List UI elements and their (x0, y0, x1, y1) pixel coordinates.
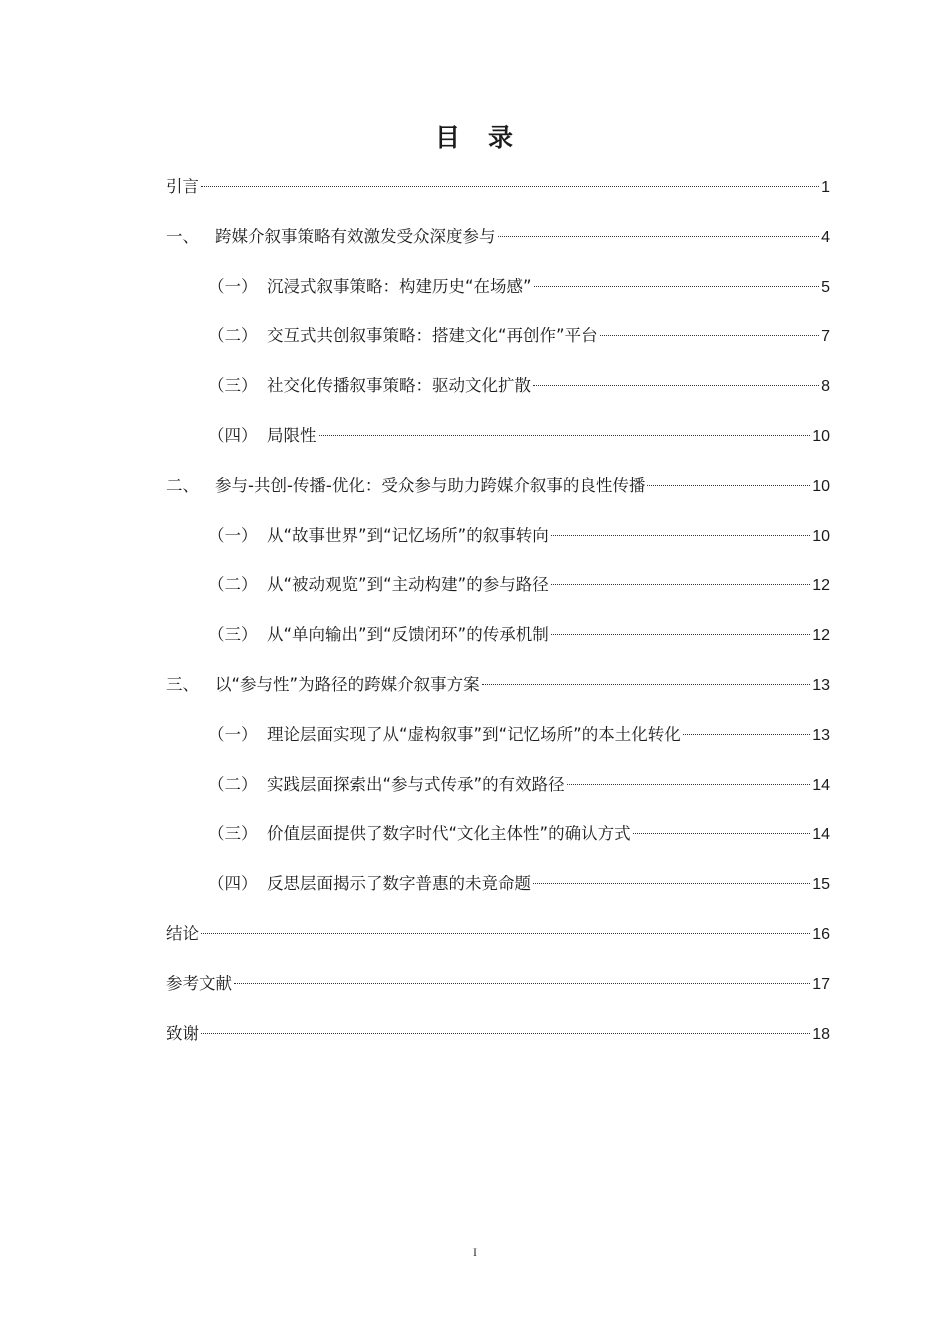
toc-entry-text: 理论层面实现了从“虚构叙事”到“记忆场所”的本土化转化 (267, 724, 681, 744)
toc-dot-leader (551, 535, 811, 536)
toc-entry-text: 引言 (166, 177, 199, 196)
toc-dot-leader (533, 385, 819, 386)
toc-entry[interactable] (166, 970, 830, 1020)
toc-dot-leader (534, 286, 819, 287)
toc-dot-leader (498, 236, 820, 237)
toc-entry-page-number: 10 (812, 527, 830, 545)
toc-entry[interactable] (166, 522, 830, 572)
toc-entry-page-number: 13 (812, 726, 830, 744)
toc-dot-leader (551, 634, 811, 635)
toc-dot-leader (683, 734, 811, 735)
toc-entry-text: 反思层面揭示了数字普惠的未竟命题 (267, 874, 531, 894)
toc-entry-page-number: 10 (812, 477, 830, 495)
toc-entry-number: 一、 (166, 226, 199, 246)
toc-entry-text: 价值层面提供了数字时代“文化主体性”的确认方式 (267, 824, 631, 844)
toc-entry-text: 局限性 (267, 425, 317, 445)
toc-entry-text: 参与-共创-传播-优化：受众参与助力跨媒介叙事的良性传播 (215, 475, 646, 495)
toc-dot-leader (647, 485, 810, 486)
toc-entry[interactable] (166, 820, 830, 870)
toc-dot-leader (600, 335, 819, 336)
toc-entry-text: 沉浸式叙事策略：构建历史“在场感” (267, 276, 532, 296)
toc-entry-text: 跨媒介叙事策略有效激发受众深度参与 (215, 226, 496, 246)
toc-entry[interactable] (166, 571, 830, 621)
toc-dot-leader (201, 933, 810, 934)
toc-entry-page-number: 18 (812, 1025, 830, 1043)
toc-entry-number: （三） (208, 376, 258, 396)
toc-entry-number: （三） (208, 625, 258, 645)
toc-entry[interactable] (166, 671, 830, 721)
toc-entry[interactable] (166, 621, 830, 671)
toc-entry-page-number: 1 (821, 179, 830, 196)
toc-entry-text: 实践层面探索出“参与式传承”的有效路径 (267, 774, 565, 794)
toc-dot-leader (551, 584, 811, 585)
toc-entry-text: 致谢 (166, 1023, 199, 1043)
toc-entry-page-number: 5 (821, 278, 830, 296)
toc-entry-text: 社交化传播叙事策略：驱动文化扩散 (267, 376, 531, 396)
toc-entry-number: （四） (208, 425, 258, 445)
toc-entry[interactable] (166, 1020, 830, 1070)
toc-entry-number: （一） (208, 525, 258, 545)
toc-entry[interactable] (166, 920, 830, 970)
toc-entry-page-number: 13 (812, 676, 830, 694)
toc-entry-text: 交互式共创叙事策略：搭建文化“再创作”平台 (267, 326, 598, 346)
toc-entry-page-number: 16 (812, 925, 830, 943)
toc-entry-page-number: 12 (812, 627, 830, 645)
toc-entry-text: 从“被动观览”到“主动构建”的参与路径 (267, 575, 549, 595)
toc-dot-leader (201, 186, 819, 187)
toc-list (166, 173, 830, 1069)
toc-entry[interactable] (166, 771, 830, 821)
toc-entry-page-number: 7 (821, 328, 830, 346)
toc-entry-number: （一） (208, 724, 258, 744)
toc-entry[interactable] (166, 870, 830, 920)
toc-dot-leader (567, 784, 811, 785)
toc-entry[interactable] (166, 422, 830, 472)
toc-entry-number: （三） (208, 824, 258, 844)
page-number-footer: I (473, 1245, 477, 1259)
toc-entry-text: 参考文献 (166, 973, 232, 993)
toc-entry[interactable] (166, 322, 830, 372)
toc-entry-number: （一） (208, 276, 258, 296)
toc-entry[interactable] (166, 273, 830, 323)
toc-entry-page-number: 10 (812, 427, 830, 445)
toc-entry-page-number: 15 (812, 876, 830, 894)
toc-entry[interactable] (166, 223, 830, 273)
toc-entry[interactable] (166, 372, 830, 422)
toc-dot-leader (533, 883, 810, 884)
toc-entry-text: 以“参与性”为路径的跨媒介叙事方案 (215, 674, 480, 694)
toc-entry-page-number: 17 (812, 975, 830, 993)
toc-entry[interactable] (166, 472, 830, 522)
toc-entry-number: （二） (208, 326, 258, 346)
toc-dot-leader (633, 833, 811, 834)
toc-dot-leader (482, 684, 811, 685)
toc-entry[interactable] (166, 173, 830, 223)
toc-dot-leader (234, 983, 810, 984)
toc-entry-number: （四） (208, 874, 258, 894)
toc-entry-number: 三、 (166, 674, 199, 694)
toc-entry-text: 从“故事世界”到“记忆场所”的叙事转向 (267, 525, 549, 545)
toc-entry-page-number: 4 (821, 228, 830, 246)
toc-entry-number: （二） (208, 774, 258, 794)
toc-entry[interactable] (166, 721, 830, 771)
toc-title-char: 录 (488, 123, 516, 152)
toc-entry-text: 结论 (166, 923, 199, 943)
toc-dot-leader (319, 435, 811, 436)
toc-title (0, 118, 950, 154)
toc-title-char: 目 (434, 123, 462, 152)
toc-entry-text: 从“单向输出”到“反馈闭环”的传承机制 (267, 625, 549, 645)
toc-entry-page-number: 14 (812, 826, 830, 844)
toc-entry-number: （二） (208, 575, 258, 595)
toc-dot-leader (201, 1033, 810, 1034)
toc-entry-page-number: 8 (821, 378, 830, 396)
toc-entry-page-number: 14 (812, 776, 830, 794)
toc-entry-page-number: 12 (812, 577, 830, 595)
toc-entry-number: 二、 (166, 475, 199, 495)
